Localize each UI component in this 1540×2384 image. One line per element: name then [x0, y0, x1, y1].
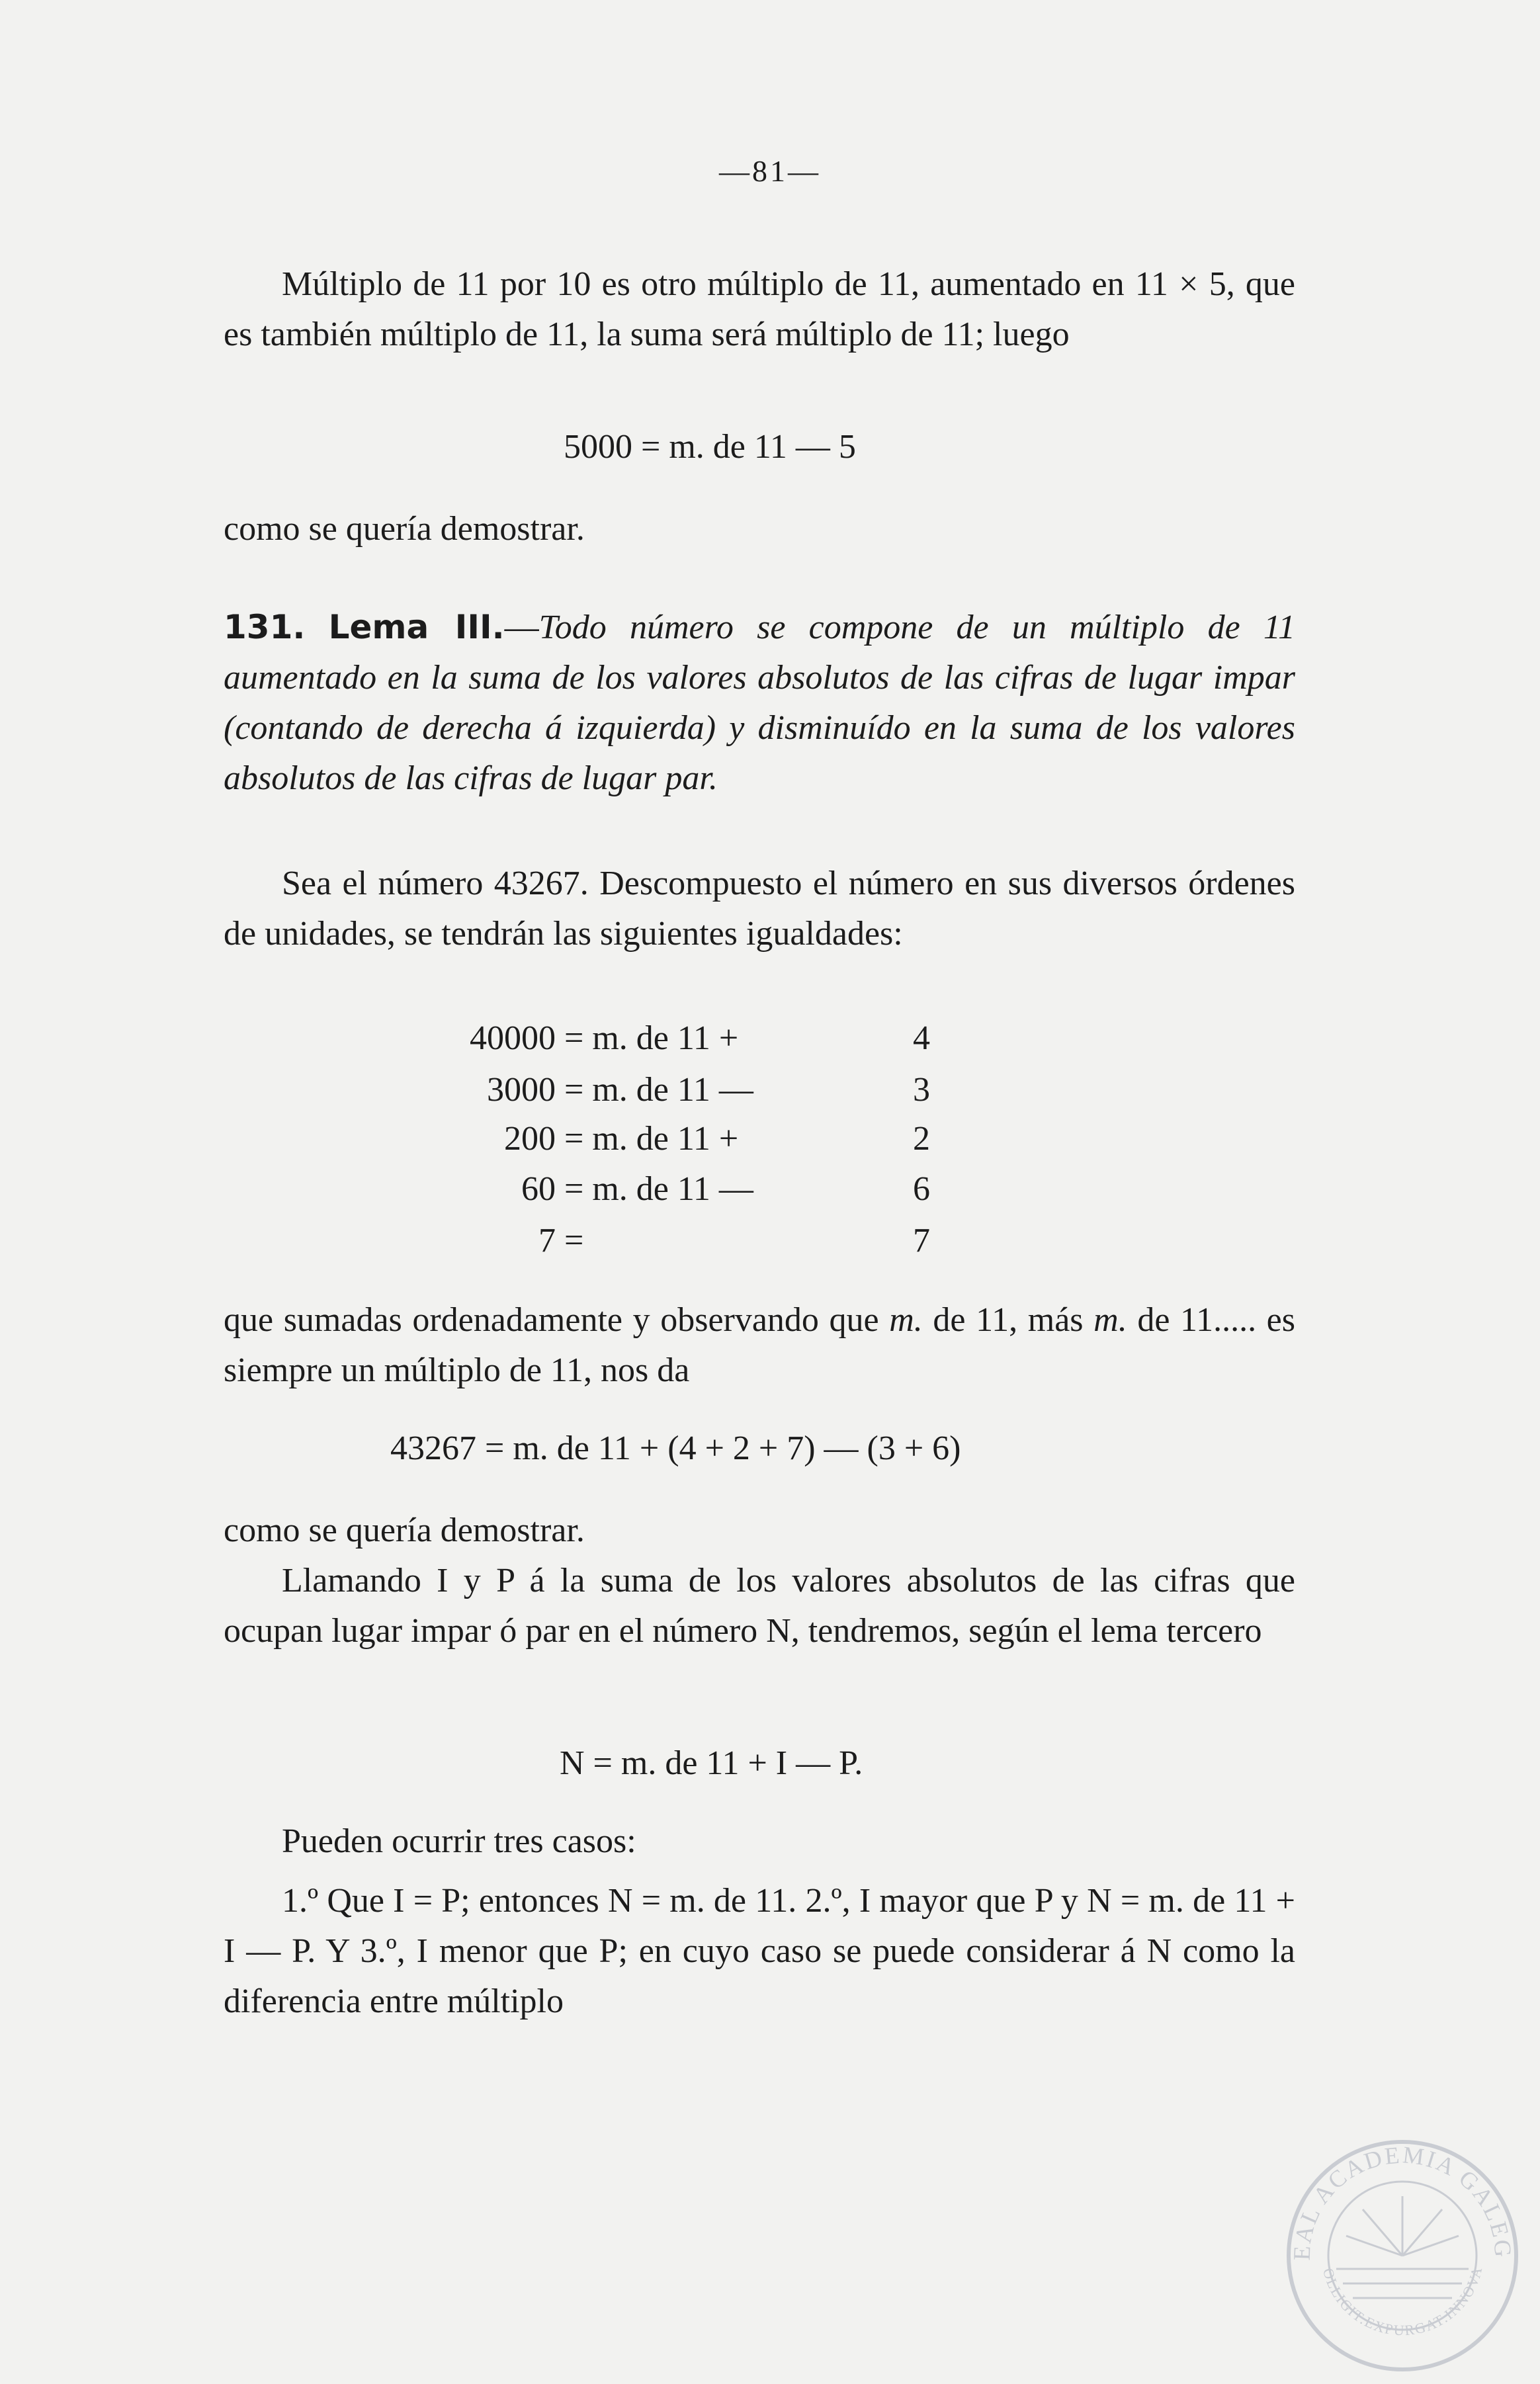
equality-row: [397, 1070, 930, 1109]
paragraph-1: Múltiplo de 11 por 10 es otro múltiplo de 11, aumentado en 11 × 5, que es también múltiplo de 11, la suma será múltiplo de 11; luego: [224, 265, 1295, 353]
paragraph-3: Sea el número 43267. Descompuesto el número en sus diversos órdenes de unidades, se tendrán las siguientes igualdades:: [224, 865, 1295, 953]
lemma-number: 131.: [224, 608, 306, 646]
equation-5000: 5000 = m. de 11 — 5: [564, 428, 856, 466]
equality-lhs: 200: [504, 1120, 556, 1158]
lemma-paragraph: [224, 602, 1295, 804]
lemma-dash: —: [504, 609, 539, 646]
paragraph-4-part-a: que sumadas ordenadamente y observando que: [224, 1301, 879, 1339]
lemma-title: Lema III.: [328, 608, 505, 646]
equality-row: [397, 1221, 930, 1260]
equality-rhs: 4: [913, 1019, 930, 1057]
equality-rhs: 3: [913, 1071, 930, 1109]
paragraph-4-m-abbrev: m.: [889, 1301, 923, 1339]
paragraph-4-m-abbrev: m.: [1093, 1301, 1127, 1339]
paragraph-4-part-b: de 11, más: [933, 1301, 1084, 1339]
equality-rhs: 2: [913, 1120, 930, 1158]
equality-lhs: 7: [538, 1222, 556, 1259]
equation-n: N = m. de 11 + I — P.: [560, 1744, 863, 1782]
equality-lhs: 60: [521, 1170, 556, 1208]
equality-row: [397, 1170, 930, 1209]
paragraph-7: Pueden ocurrir tres casos:: [282, 1822, 636, 1860]
equality-lhs: 3000: [487, 1071, 556, 1109]
paragraph-5: como se quería demostrar.: [224, 1511, 585, 1549]
lemma-statement: Todo número se compone de un múltiplo de 11 aumentado en la suma de los valores absolutos de las cifras de lugar impar (contando de derecha á izquierda) y disminuído en la suma de los valores absolutos de las cifras de lugar par.: [224, 609, 1295, 797]
equation-43267: 43267 = m. de 11 + (4 + 2 + 7) — (3 + 6): [390, 1429, 961, 1467]
equality-row: [397, 1019, 930, 1058]
equality-mid: = m. de 11 +: [564, 1120, 739, 1158]
equality-mid: = m. de 11 —: [564, 1071, 753, 1109]
stamp-text-bottom: OLLIGIT.EXPURGAT.INNOVA: [1320, 2266, 1486, 2339]
equality-mid: = m. de 11 —: [564, 1170, 753, 1208]
equality-mid: =: [564, 1222, 584, 1259]
stamp-seal-icon: [1283, 2137, 1521, 2375]
equality-lhs: 40000: [470, 1019, 556, 1057]
paragraph-4-part-c: de 11..... es siempre un múltiplo de 11, nos da: [224, 1301, 1295, 1389]
paragraph-8: 1.º Que I = P; entonces N = m. de 11. 2.º, I mayor que P y N = m. de 11 + I — P. Y 3.º, I menor que P; en cuyo caso se puede considerar á N como la diferencia entre múltiplo: [224, 1882, 1295, 2020]
equality-rhs: 7: [913, 1222, 930, 1259]
academy-stamp: [1283, 2137, 1521, 2375]
paragraph-4: [224, 1295, 1295, 1396]
equality-row: [397, 1119, 930, 1158]
equality-mid: = m. de 11 +: [564, 1019, 739, 1057]
paragraph-6: Llamando I y P á la suma de los valores absolutos de las cifras que ocupan lugar impar ó par en el número N, tendremos, según el lema tercero: [224, 1562, 1295, 1650]
paragraph-2: como se quería demostrar.: [224, 510, 585, 548]
page-number: —81—: [719, 154, 821, 188]
stamp-text-top: EAL ACADEMIA GALEG: [1288, 2141, 1517, 2261]
svg-text:REAL ACADEMIA GALEGA: [1283, 2137, 1517, 2261]
equality-rhs: 6: [913, 1170, 930, 1208]
